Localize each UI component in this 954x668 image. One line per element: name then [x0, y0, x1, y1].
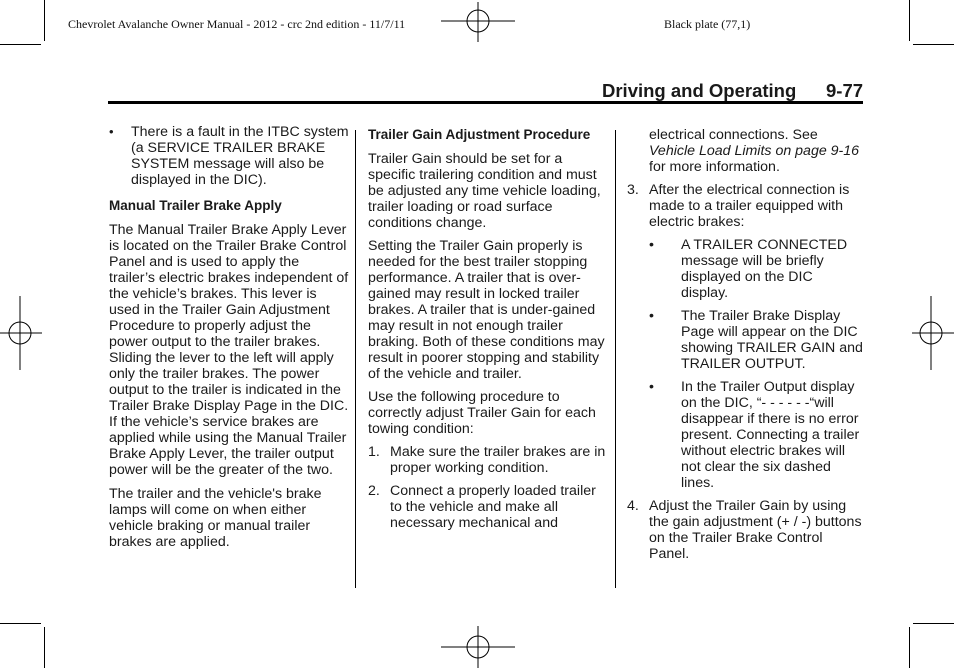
column-2	[368, 127, 608, 538]
registration-mark-bottom-icon	[441, 626, 515, 668]
list-item	[368, 483, 608, 531]
paragraph: The trailer and the vehicle's brake lamps will come on when either vehicle braking or manual trailer brakes are applied.	[109, 486, 322, 550]
header-rule	[108, 101, 863, 104]
list-item	[368, 444, 608, 476]
step-number: 3.	[627, 182, 639, 198]
step-number: 2.	[368, 483, 380, 499]
crop-mark-bottom-left-v	[44, 627, 45, 668]
sub-list-item	[649, 379, 863, 491]
column-divider-1	[355, 130, 356, 588]
list-item	[627, 182, 863, 230]
step-number: 4.	[627, 498, 639, 514]
paragraph: The Manual Trailer Brake Apply Lever is located on the Trailer Brake Control Panel and is used to apply the trailer’s electric brakes independent of the vehicle’s brakes. This lever is used in the Trailer Gain Adjustment Procedure to properly adjust the power output to the trailer brakes. Sliding the lever to the left will apply only the trailer brakes. The power output to the trailer is indicated in the Trailer Brake Display Page in the DIC. If the vehicle’s service brakes are applied while using the Manual Trailer Brake Apply Lever, the trailer output power will be the greater of the two.	[109, 222, 349, 478]
sub-bullet-text: A TRAILER CONNECTED message will be briefly displayed on the DIC display.	[681, 237, 848, 301]
sub-list	[627, 237, 863, 491]
list-item	[109, 124, 349, 188]
crop-mark-bottom-left-h	[0, 623, 41, 624]
list-item	[627, 498, 863, 562]
heading-trailer-gain-adjustment: Trailer Gain Adjustment Procedure	[368, 127, 591, 142]
paragraph: Setting the Trailer Gain properly is needed for the best trailer stopping performance. A trailer that is over-gained may result in locked trailer brakes. A trailer that is under-gained may result in not enough trailer braking. Both of these conditions may result in poorer stopping and stability of the vehicle and trailer.	[368, 238, 605, 382]
crop-mark-bottom-right-v	[909, 627, 910, 668]
column-3	[627, 127, 863, 569]
sub-list-item	[649, 308, 863, 372]
page-number: 9-77	[826, 80, 864, 101]
heading-manual-trailer-brake-apply: Manual Trailer Brake Apply	[109, 198, 282, 213]
list-item-continued	[627, 127, 863, 175]
column-divider-2	[615, 130, 616, 588]
bullet-mark: •	[649, 308, 654, 324]
continued-tail: for more information.	[649, 159, 780, 175]
sub-list-item	[649, 237, 863, 301]
step-text: Adjust the Trailer Gain by using the gain adjustment (+ / -) buttons on the Trailer Brake Control Panel.	[649, 498, 862, 562]
paragraph: Use the following procedure to correctly adjust Trailer Gain for each towing condition:	[368, 389, 596, 437]
bullet-mark: •	[649, 379, 654, 395]
registration-mark-left-icon	[0, 296, 42, 370]
registration-mark-top-icon	[441, 2, 515, 42]
step-number: 1.	[368, 444, 380, 460]
manual-info: Chevrolet Avalanche Owner Manual - 2012 - crc 2nd edition - 11/7/11	[68, 17, 406, 31]
paragraph: Trailer Gain should be set for a specific trailering condition and must be adjusted any time vehicle loading, trailer loading or road surface conditions change.	[368, 151, 601, 231]
bullet-text: There is a fault in the ITBC system (a SERVICE TRAILER BRAKE SYSTEM message will also be displayed in the DIC).	[131, 124, 349, 188]
crop-mark-top-left-h	[0, 44, 41, 45]
bullet-mark: •	[649, 237, 654, 253]
plate-label: Black plate (77,1)	[664, 17, 751, 31]
section-title: Driving and Operating	[602, 80, 797, 101]
column-1	[109, 124, 349, 557]
sub-bullet-text: In the Trailer Output display on the DIC, “- - - - - -“will disappear if there is no error present. Connecting a trailer without electric brakes will not clear the six dashed lines.	[681, 379, 860, 491]
registration-mark-right-icon	[912, 296, 954, 370]
continued-text: electrical connections. See	[649, 127, 818, 143]
step-text: Connect a properly loaded trailer to the vehicle and make all necessary mechanical and	[390, 483, 596, 531]
step-text: After the electrical connection is made to a trailer equipped with electric brakes:	[649, 182, 850, 230]
step-text: Make sure the trailer brakes are in proper working condition.	[390, 444, 606, 476]
sub-bullet-text: The Trailer Brake Display Page will appear on the DIC showing TRAILER GAIN and TRAILER OUTPUT.	[681, 308, 863, 372]
crop-mark-top-left-v	[44, 0, 45, 41]
crop-mark-top-right-h	[913, 44, 954, 45]
bullet-mark: •	[109, 124, 114, 139]
page-reference-link[interactable]: Vehicle Load Limits on page 9-16	[649, 143, 860, 159]
crop-mark-top-right-v	[909, 0, 910, 41]
crop-mark-bottom-right-h	[913, 623, 954, 624]
